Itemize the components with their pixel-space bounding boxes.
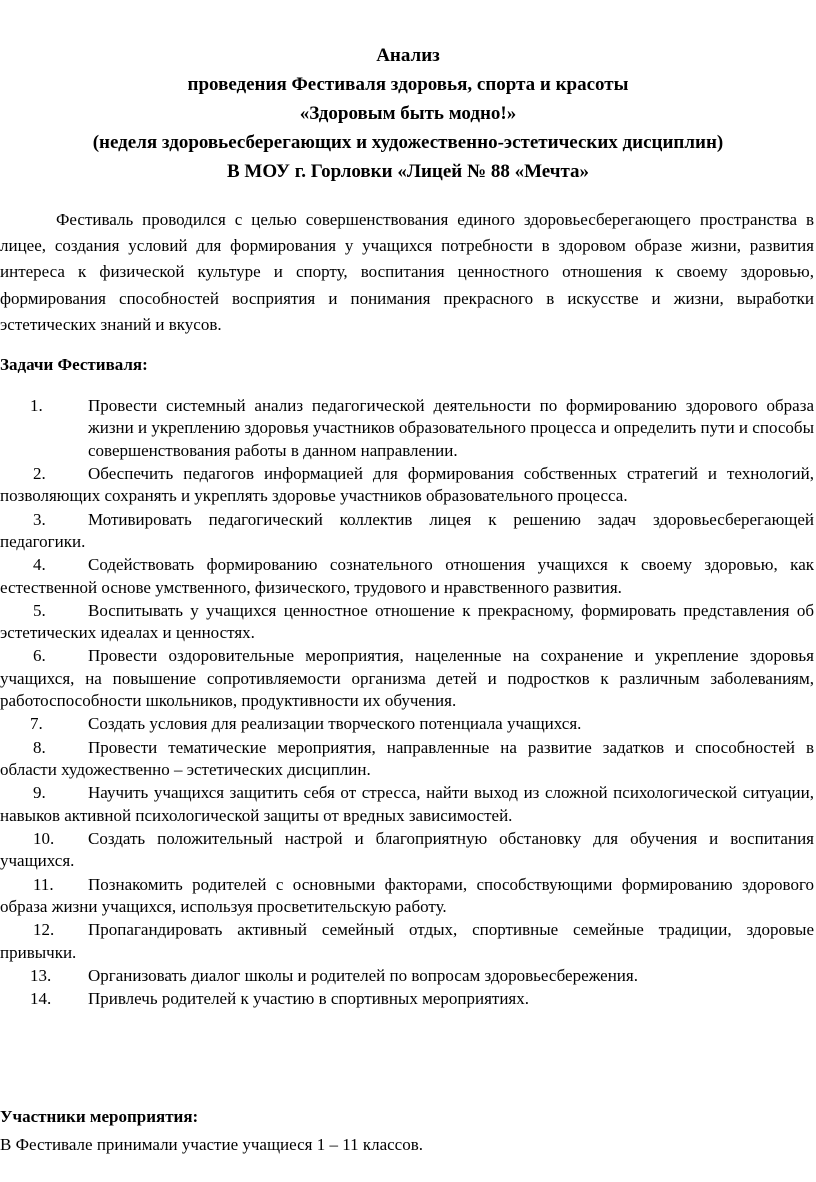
task-item <box>0 554 814 599</box>
task-text: Провести оздоровительные мероприятия, нацеленные на сохранение и укрепление здоровья учащихся, на повышение сопротивляемости организма детей и подростков к различным заболеваниям, работоспособности школьников, продуктивности их обучения. <box>0 646 814 711</box>
participants-text: В Фестивале принимали участие учащиеся 1 – 11 классов. <box>0 1135 423 1154</box>
task-item <box>0 782 814 827</box>
tasks-list <box>0 395 814 1011</box>
task-text: Научить учащихся защитить себя от стресса, найти выход из сложной психологической ситуации, навыков активной психологической защиты от вредных зависимостей. <box>0 783 814 825</box>
task-item <box>0 395 814 462</box>
task-item <box>0 645 814 712</box>
task-number: 10. <box>33 828 55 848</box>
task-item <box>0 713 814 735</box>
task-number: 6. <box>33 646 46 666</box>
task-number: 9. <box>33 783 46 803</box>
task-text: Воспитывать у учащихся ценностное отношение к прекрасному, формировать представления об эстетических идеалах и ценностях. <box>0 600 814 643</box>
task-item <box>0 737 814 782</box>
intro-paragraph: Фестиваль проводился с целью совершенствования единого здоровьесберегающего пространства в лицее, создания условий для формирования у учащихся потребности в здоровом образе жизни, развития интереса к физической культуре и спорту, воспитания ценностного отношения к своему здоровью, формирования способностей восприятия и понимания прекрасного в искусстве и жизни, выработки эстетических знаний и вкусов. <box>0 210 814 334</box>
task-text: Провести системный анализ педагогической деятельности по формированию здорового образа жизни и укреплению здоровья участников образовательного процесса и определить пути и способы совершенствования работы в данном направлении. <box>88 396 814 460</box>
task-number: 3. <box>33 509 46 529</box>
task-number: 1. <box>30 396 43 415</box>
task-number: 5. <box>33 600 46 620</box>
task-number: 13. <box>30 965 52 985</box>
task-text: Пропагандировать активный семейный отдых, спортивные семейные традиции, здоровые привычки. <box>0 920 814 962</box>
task-item <box>0 919 814 964</box>
title-line-1: Анализ <box>376 45 440 66</box>
document-title <box>0 41 816 186</box>
task-item <box>0 874 814 919</box>
task-number: 12. <box>33 920 55 940</box>
task-text: Привлечь родителей к участию в спортивных мероприятиях. <box>88 988 530 1008</box>
task-text: Организовать диалог школы и родителей по вопросам здоровьесбережения. <box>88 965 638 985</box>
task-item <box>0 988 814 1010</box>
title-line-5: В МОУ г. Горловки «Лицей № 88 «Мечта» <box>226 161 590 182</box>
title-line-2: проведения Фестиваля здоровья, спорта и красоты <box>187 74 629 95</box>
task-text: Содействовать формированию сознательного отношения учащихся к своему здоровью, как естественной основе умственного, физического, трудового и нравственного развития. <box>0 555 814 597</box>
task-item <box>0 828 814 873</box>
task-item <box>0 509 814 554</box>
title-line-3: «Здоровым быть модно!» <box>299 103 517 124</box>
task-text: Создать положительный настрой и благоприятную обстановку для обучения и воспитания учащихся. <box>0 828 814 871</box>
task-text: Провести тематические мероприятия, направленные на развитие задатков и способностей в области художественно – эстетических дисциплин. <box>0 737 814 780</box>
title-line-4: (неделя здоровьесберегающих и художественно-эстетических дисциплин) <box>92 132 724 153</box>
task-text: Создать условия для реализации творческого потенциала учащихся. <box>88 714 582 734</box>
task-number: 7. <box>30 714 43 734</box>
task-number: 8. <box>33 737 46 757</box>
tasks-heading: Задачи Фестиваля: <box>0 355 148 374</box>
task-item <box>0 600 814 645</box>
task-number: 2. <box>33 464 46 484</box>
participants-heading: Участники мероприятия: <box>0 1107 199 1126</box>
task-item <box>0 965 814 987</box>
task-text: Познакомить родителей с основными факторами, способствующими формированию здорового образа жизни учащихся, используя просветительскую работу. <box>0 874 814 916</box>
task-number: 14. <box>30 988 52 1008</box>
task-number: 11. <box>33 874 54 894</box>
task-text: Обеспечить педагогов информацией для формирования собственных стратегий и технологий, позволяющих сохранять и укреплять здоровье участников образовательного процесса. <box>0 464 814 506</box>
task-text: Мотивировать педагогический коллектив лицея к решению задач здоровьесберегающей педагогики. <box>0 509 814 552</box>
task-number: 4. <box>33 555 46 575</box>
task-item <box>0 463 814 508</box>
